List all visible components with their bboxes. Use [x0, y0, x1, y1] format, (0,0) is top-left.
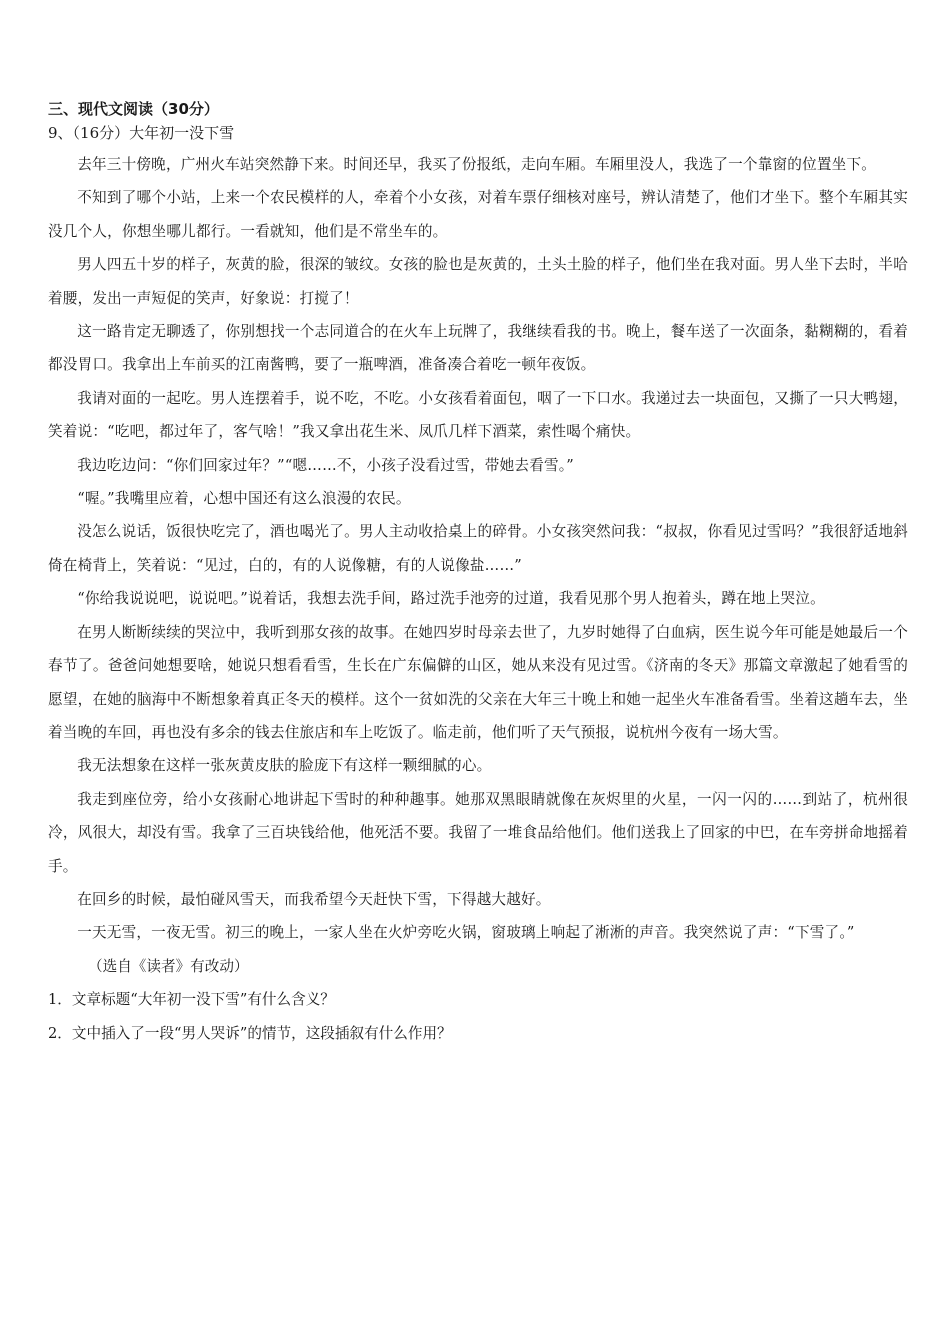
question-points: （16分） — [72, 124, 130, 142]
sub-question: 2．文中插入了一段“男人哭诉”的情节，这段插叙有什么作用？ — [48, 1024, 452, 1042]
question-number: 9、 — [48, 124, 73, 142]
article-body — [48, 148, 908, 950]
paragraph: 在回乡的时候，最怕碰风雪天，而我希望今天赶快下雪，下得越大越好。 — [77, 890, 551, 908]
document-page — [48, 98, 908, 1050]
paragraph: 男人四五十岁的样子，灰黄的脸，很深的皱纹。女孩的脸也是灰黄的，土头土脸的样子，他们坐在我对面。男人坐下去时，半哈着腰，发出一声短促的笑声，好象说：打搅了！ — [48, 256, 908, 307]
sub-question: 1．文章标题“大年初一没下雪”有什么含义？ — [48, 991, 335, 1009]
paragraph: “你给我说说吧，说说吧。”说着话，我想去洗手间，路过洗手池旁的过道，我看见那个男人抱着头，蹲在地上哭泣。 — [77, 590, 825, 608]
paragraph: 我走到座位旁，给小女孩耐心地讲起下雪时的种种趣事。她那双黑眼睛就像在灰烬里的火星，一闪一闪的……到站了，杭州很冷，风很大，却没有雪。我拿了三百块钱给他，他死活不要。我留了一堆食品给他们。他们送我上了回家的中巴，在车旁拼命地摇着手。 — [48, 790, 908, 875]
paragraph: 没怎么说话，饭很快吃完了，酒也喝光了。男人主动收拾桌上的碎骨。小女孩突然问我：“叔叔，你看见过雪吗？”我很舒适地斜倚在椅背上，笑着说：“见过，白的，有的人说像糖，有的人说像盐……” — [48, 523, 908, 574]
section-title: 三、现代文阅读（30分） — [48, 100, 219, 118]
question-heading — [48, 122, 908, 148]
paragraph: “喔。”我嘴里应着，心想中国还有这么浪漫的农民。 — [77, 490, 411, 508]
question-list — [48, 983, 908, 1050]
paragraph: 去年三十傍晚，广州火车站突然静下来。时间还早，我买了份报纸，走向车厢。车厢里没人，我选了一个靠窗的位置坐下。 — [77, 156, 877, 173]
paragraph: 在男人断断续续的哭泣中，我听到那女孩的故事。在她四岁时母亲去世了，九岁时她得了白血病，医生说今年可能是她最后一个春节了。爸爸问她想要啥，她说只想看看雪，生长在广东偏僻的山区，她从来没有见过雪。《济南的冬天》那篇文章激起了她看雪的愿望，在她的脑海中不断想象着真正冬天的模样。这个一贫如洗的父亲在大年三十晚上和她一起坐火车准备看雪。坐着这趟车去，坐着当晚的车回，再也没有多余的钱去住旅店和车上吃饭了。临走前，他们听了天气预报，说杭州今夜有一场大雪。 — [48, 623, 908, 741]
paragraph: 我无法想象在这样一张灰黄皮肤的脸庞下有这样一颗细腻的心。 — [77, 757, 492, 775]
paragraph: 我请对面的一起吃。男人连摆着手，说不吃，不吃。小女孩看着面包，咽了一下口水。我递过去一块面包，又撕了一只大鸭翅，笑着说：“吃吧，都过年了，客气啥！”我又拿出花生米、凤爪几样下酒菜，索性喝个痛快。 — [48, 389, 908, 441]
paragraph: 不知到了哪个小站，上来一个农民模样的人，牵着个小女孩，对着车票仔细核对座号，辨认清楚了，他们才坐下。整个车厢其实没几个人，你想坐哪儿都行。一看就知，他们是不常坐车的。 — [48, 189, 908, 240]
paragraph: 我边吃边问：“你们回家过年？”“嗯……不，小孩子没看过雪，带她去看雪。” — [77, 456, 574, 474]
paragraph: 一天无雪，一夜无雪。初三的晚上，一家人坐在火炉旁吃火锅，窗玻璃上响起了淅淅的声音。我突然说了声：“下雪了。” — [77, 924, 855, 942]
paragraph: 这一路肯定无聊透了，你别想找一个志同道合的在火车上玩牌了，我继续看我的书。晚上，餐车送了一次面条，黏糊糊的，看着都没胃口。我拿出上车前买的江南酱鸭，要了一瓶啤酒，准备凑合着吃一顿年夜饭。 — [48, 323, 908, 374]
article-title: 大年初一没下雪 — [129, 124, 235, 142]
source-note: （选自《读者》有改动） — [88, 957, 249, 975]
